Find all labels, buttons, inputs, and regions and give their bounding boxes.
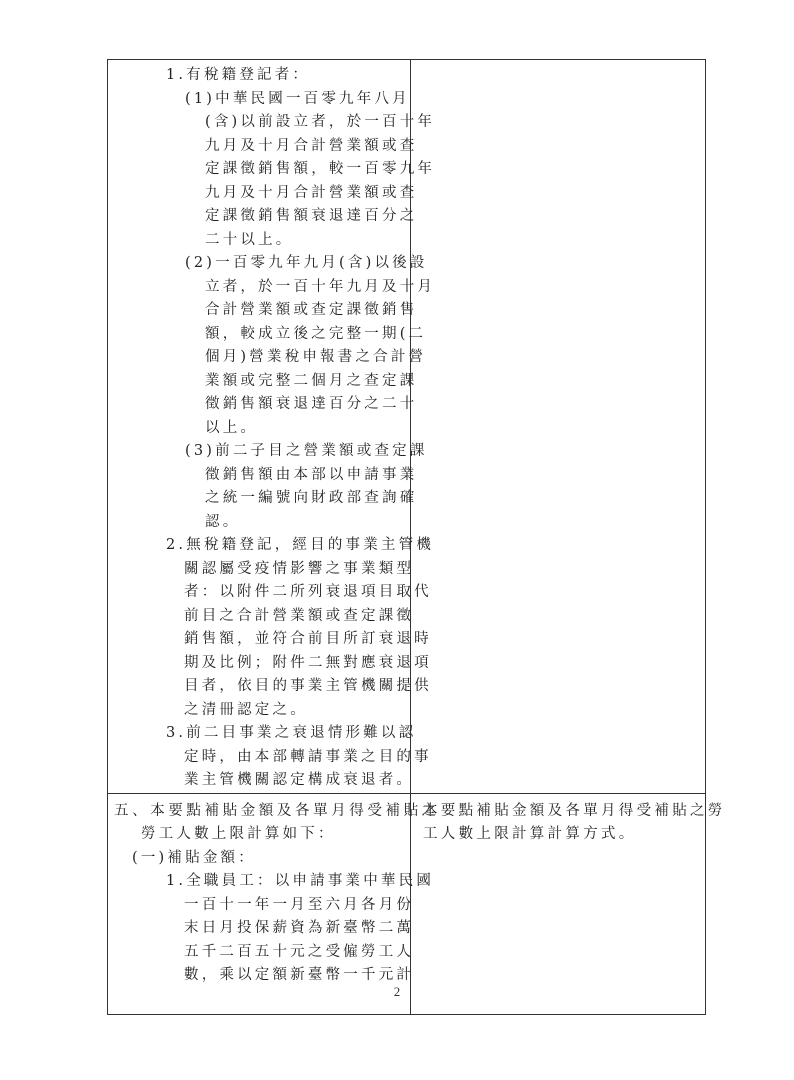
text-line: 徵銷售額衰退達百分之二十 [205,396,418,412]
provision-text-cell [108,60,436,794]
text-line: 數，乘以定額新臺幣一千元計 [184,967,415,983]
explanation-cell [411,60,706,794]
text-line: (2)一百零九年九月(含)以後設 [185,255,428,271]
text-line: 個月)營業稅申報書之合計營 [205,349,427,365]
text-line: 額，較成立後之完整一期(二 [205,325,427,342]
text-line: 工人數上限計算計算方式。 [423,826,637,842]
text-line: 之統一編號向財政部查詢確 [205,490,418,506]
text-line: 3.前二目事業之衰退情形難以認 [166,725,417,741]
text-line: 一百十一年一月至六月各月份 [184,896,415,913]
text-line: (含)以前設立者，於一百十年 [205,114,436,130]
provision-text-cell [108,793,440,1014]
table-row [108,60,706,794]
text-line: 二十以上。 [205,231,294,248]
text-line: 1.全職員工：以申請事業中華民國 [166,873,435,889]
table-row [108,793,706,1014]
text-line: (一)補貼金額： [132,849,256,866]
text-line: 徵銷售額由本部以申請事業 [205,466,418,483]
explanation-cell [411,793,726,1014]
text-line: 勞工人數上限計算如下： [141,826,336,842]
text-line: 五、本要點補貼金額及各單月得受補貼之 [114,802,440,819]
text-line: 定時，由本部轉請事業之目的事 [184,748,432,765]
text-line: 五千二百五十元之受僱勞工人 [184,943,415,960]
text-line: 本要點補貼金額及各單月得受補貼之勞 [423,802,726,819]
text-line: 合計營業額或查定課徵銷售 [205,302,418,318]
text-line: 之清冊認定之。 [184,701,308,718]
text-line: 九月及十月合計營業額或查 [205,137,418,154]
text-line: 2.無稅籍登記，經目的事業主管機 [166,537,435,553]
text-line: 定課徵銷售額，較一百零九年 [205,161,436,177]
text-line: (3)前二子目之營業額或查定課 [185,443,428,459]
text-line: 銷售額，並符合前目所訂衰退時 [184,631,432,647]
text-line: (1)中華民國一百零九年八月 [185,90,410,107]
text-line: 立者，於一百十年九月及十月 [205,278,436,295]
text-line: 目者，依目的事業主管機關提供 [184,678,432,694]
text-line: 認。 [205,513,241,530]
text-line: 前目之合計營業額或查定課徵 [184,607,415,624]
text-line: 業額或完整二個月之查定課 [205,372,418,389]
regulation-comparison-table [107,59,726,1015]
text-line: 九月及十月合計營業額或查 [205,184,418,201]
text-line: 定課徵銷售額衰退達百分之 [205,208,418,224]
page-number: 2 [393,984,401,999]
text-line: 1.有稅籍登記者： [166,67,311,83]
text-line: 關認屬受疫情影響之事業類型 [184,560,415,577]
text-line: 者：以附件二所列衰退項目取代 [184,584,432,600]
text-line: 期及比例；附件二無對應衰退項 [184,654,432,671]
text-line: 業主管機關認定構成衰退者。 [184,772,415,788]
text-line: 末日月投保薪資為新臺幣二萬 [184,920,415,936]
text-line: 以上。 [205,419,259,436]
